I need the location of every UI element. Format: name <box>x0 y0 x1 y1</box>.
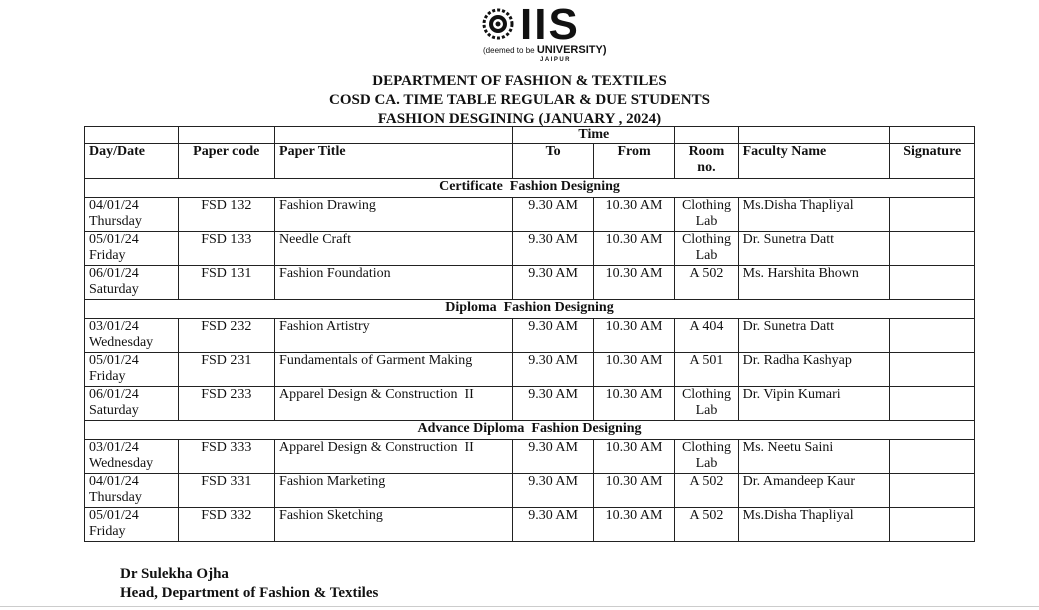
day-date-cell <box>85 387 179 421</box>
blank-header-cell <box>890 127 975 144</box>
day-date-cell <box>85 266 179 300</box>
day-date-cell <box>85 198 179 232</box>
paper-title-cell: Fashion Marketing <box>275 474 513 508</box>
date-text: 05/01/24 <box>89 508 139 523</box>
signature-cell <box>890 474 975 508</box>
paper-title-cell: Fashion Artistry <box>275 319 513 353</box>
signature-cell <box>890 387 975 421</box>
paper-code-cell: FSD 333 <box>178 440 275 474</box>
table-row <box>85 353 975 387</box>
col-time-from: From <box>593 144 674 179</box>
paper-code-cell: FSD 331 <box>178 474 275 508</box>
time-from-cell: 10.30 AM <box>593 440 674 474</box>
signature-cell <box>890 266 975 300</box>
time-from-cell: 10.30 AM <box>593 387 674 421</box>
time-to-cell: 9.30 AM <box>513 387 593 421</box>
paper-code-cell: FSD 332 <box>178 508 275 542</box>
date-text: 05/01/24 <box>89 232 139 247</box>
table-row <box>85 266 975 300</box>
time-from-cell: 10.30 AM <box>593 198 674 232</box>
paper-code-cell: FSD 131 <box>178 266 275 300</box>
paper-title-cell: Apparel Design & Construction II <box>275 440 513 474</box>
day-date-cell <box>85 353 179 387</box>
table-row <box>85 387 975 421</box>
table-row <box>85 198 975 232</box>
date-text: 06/01/24 <box>89 266 139 281</box>
weekday-text: Friday <box>89 524 126 539</box>
date-text: 04/01/24 <box>89 474 139 489</box>
room-cell: Clothing Lab <box>675 440 738 474</box>
date-text: 06/01/24 <box>89 387 139 402</box>
weekday-text: Friday <box>89 369 126 384</box>
time-from-cell: 10.30 AM <box>593 319 674 353</box>
paper-code-cell: FSD 231 <box>178 353 275 387</box>
day-date-cell <box>85 319 179 353</box>
day-date-cell <box>85 474 179 508</box>
time-from-cell: 10.30 AM <box>593 353 674 387</box>
faculty-cell: Dr. Amandeep Kaur <box>738 474 890 508</box>
section-row <box>85 179 975 198</box>
col-room: Room no. <box>675 144 738 179</box>
timetable-title: COSD CA. TIME TABLE REGULAR & DUE STUDENTS <box>329 92 710 108</box>
course-title: FASHION DESGINING (JANUARY , 2024) <box>377 111 662 127</box>
room-cell: Clothing Lab <box>675 232 738 266</box>
paper-title-cell: Fashion Foundation <box>275 266 513 300</box>
page-bottom-rule <box>0 606 1039 607</box>
blank-header-cell <box>738 127 890 144</box>
weekday-text: Thursday <box>89 214 142 229</box>
signature-cell <box>890 353 975 387</box>
faculty-cell: Ms. Harshita Bhown <box>738 266 890 300</box>
signature-cell <box>890 508 975 542</box>
date-text: 05/01/24 <box>89 353 139 368</box>
room-cell: A 501 <box>675 353 738 387</box>
col-paper-code: Paper code <box>178 144 275 179</box>
room-cell: A 502 <box>675 266 738 300</box>
section-row <box>85 421 975 440</box>
time-from-cell: 10.30 AM <box>593 266 674 300</box>
table-row <box>85 440 975 474</box>
faculty-cell: Dr. Radha Kashyap <box>738 353 890 387</box>
signature-cell <box>890 440 975 474</box>
room-cell: Clothing Lab <box>675 198 738 232</box>
blank-header-cell <box>178 127 275 144</box>
room-cell: Clothing Lab <box>675 387 738 421</box>
paper-title-cell: Needle Craft <box>275 232 513 266</box>
weekday-text: Saturday <box>89 282 139 297</box>
table-row <box>85 474 975 508</box>
logo-wordmark: IIS <box>520 0 580 49</box>
day-date-cell <box>85 440 179 474</box>
section-title: Advance Diploma Fashion Designing <box>85 421 975 440</box>
time-from-cell: 10.30 AM <box>593 232 674 266</box>
faculty-cell: Ms. Neetu Saini <box>738 440 890 474</box>
section-title: Certificate Fashion Designing <box>85 179 975 198</box>
time-group-header: Time <box>513 127 675 144</box>
time-to-cell: 9.30 AM <box>513 319 593 353</box>
date-text: 03/01/24 <box>89 440 139 455</box>
signature-cell <box>890 232 975 266</box>
faculty-cell: Dr. Sunetra Datt <box>738 319 890 353</box>
col-faculty: Faculty Name <box>738 144 890 179</box>
room-cell: A 404 <box>675 319 738 353</box>
department-title: DEPARTMENT OF FASHION & TEXTILES <box>372 73 667 89</box>
paper-code-cell: FSD 232 <box>178 319 275 353</box>
timetable-body <box>85 179 975 542</box>
time-to-cell: 9.30 AM <box>513 508 593 542</box>
time-to-cell: 9.30 AM <box>513 440 593 474</box>
paper-code-cell: FSD 133 <box>178 232 275 266</box>
logo-city: JAIPUR <box>540 57 572 63</box>
day-date-cell <box>85 508 179 542</box>
time-from-cell: 10.30 AM <box>593 474 674 508</box>
faculty-cell: Dr. Vipin Kumari <box>738 387 890 421</box>
paper-code-cell: FSD 132 <box>178 198 275 232</box>
time-to-cell: 9.30 AM <box>513 474 593 508</box>
paper-title-cell: Fundamentals of Garment Making <box>275 353 513 387</box>
blank-header-cell <box>275 127 513 144</box>
col-signature: Signature <box>890 144 975 179</box>
weekday-text: Wednesday <box>89 456 154 471</box>
section-title: Diploma Fashion Designing <box>85 300 975 319</box>
signature-cell <box>890 198 975 232</box>
faculty-cell: Ms.Disha Thapliyal <box>738 198 890 232</box>
col-day-date: Day/Date <box>85 144 179 179</box>
logo-subtitle: (deemed to be UNIVERSITY) <box>483 44 607 56</box>
weekday-text: Wednesday <box>89 335 154 350</box>
table-row <box>85 508 975 542</box>
table-row <box>85 232 975 266</box>
table-row <box>85 319 975 353</box>
faculty-cell: Ms.Disha Thapliyal <box>738 508 890 542</box>
time-to-cell: 9.30 AM <box>513 266 593 300</box>
paper-title-cell: Fashion Drawing <box>275 198 513 232</box>
room-cell: A 502 <box>675 474 738 508</box>
time-from-cell: 10.30 AM <box>593 508 674 542</box>
paper-code-cell: FSD 233 <box>178 387 275 421</box>
blank-header-cell <box>85 127 179 144</box>
time-to-cell: 9.30 AM <box>513 353 593 387</box>
room-cell: A 502 <box>675 508 738 542</box>
blank-header-cell <box>675 127 738 144</box>
weekday-text: Friday <box>89 248 126 263</box>
paper-title-cell: Apparel Design & Construction II <box>275 387 513 421</box>
weekday-text: Thursday <box>89 490 142 505</box>
signature-cell <box>890 319 975 353</box>
signatory-name: Dr Sulekha Ojha <box>120 566 229 582</box>
faculty-cell: Dr. Sunetra Datt <box>738 232 890 266</box>
weekday-text: Saturday <box>89 403 139 418</box>
section-row <box>85 300 975 319</box>
time-to-cell: 9.30 AM <box>513 232 593 266</box>
paper-title-cell: Fashion Sketching <box>275 508 513 542</box>
timetable <box>84 126 975 542</box>
time-to-cell: 9.30 AM <box>513 198 593 232</box>
date-text: 03/01/24 <box>89 319 139 334</box>
day-date-cell <box>85 232 179 266</box>
col-paper-title: Paper Title <box>275 144 513 179</box>
signatory-designation: Head, Department of Fashion & Textiles <box>120 585 379 601</box>
col-time-to: To <box>513 144 593 179</box>
date-text: 04/01/24 <box>89 198 139 213</box>
